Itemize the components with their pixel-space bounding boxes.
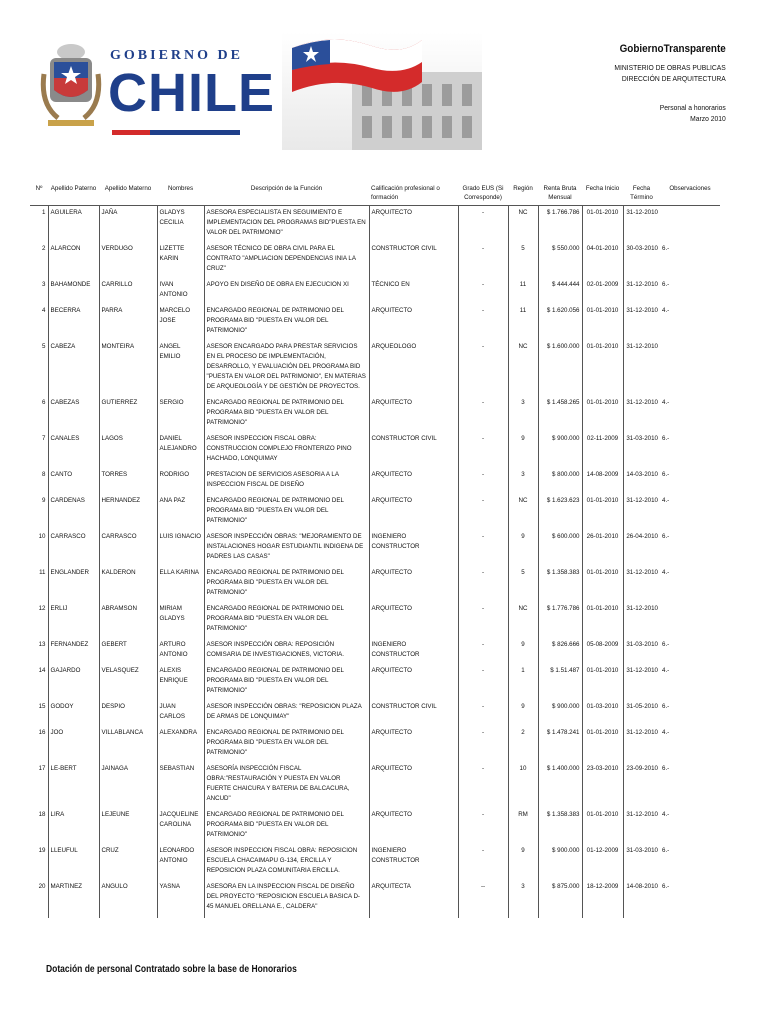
cell-grado: -: [458, 640, 508, 666]
cell-funcion: ENCARGADO REGIONAL DE PATRIMONIO DEL PROGRAMA BID "PUESTA EN VALOR DEL PATRIMONIO": [204, 810, 369, 846]
table-header-row: [30, 183, 720, 206]
cell-termino: 31-12-2010: [623, 280, 660, 306]
cell-region: 1: [508, 666, 538, 702]
cell-region: 3: [508, 882, 538, 918]
cell-termino: 31-12-2010: [623, 496, 660, 532]
cell-paterno: CANALES: [48, 434, 99, 470]
cell-obs: 4.-: [662, 729, 670, 736]
cell-termino: 31-12-2010: [623, 398, 660, 434]
cell-paterno: CARDENAS: [48, 496, 99, 532]
cell-inicio: 01-01-2010: [582, 568, 623, 604]
cell-renta: $ 1.458.265: [538, 398, 582, 434]
cell-n: 8: [42, 471, 46, 478]
cell-region: 11: [508, 306, 538, 342]
table-row: [30, 810, 720, 846]
cell-region: 9: [508, 640, 538, 666]
cell-paterno: CABEZA: [48, 342, 99, 398]
cell-funcion: ASESORA EN LA INSPECCION FISCAL DE DISEÑO DEL PROYECTO "REPOSICION ESCUELA BASICA D-45 MANUEL ORELLANA E., CALDERA": [204, 882, 369, 918]
cell-region: 2: [508, 728, 538, 764]
cell-funcion: APOYO EN DISEÑO DE OBRA EN EJECUCION XI: [204, 280, 369, 306]
cell-obs: 6.-: [662, 471, 670, 478]
cell-obs: [660, 206, 720, 245]
cell-region: 9: [508, 702, 538, 728]
cell-n: 14: [38, 667, 46, 674]
cell-renta: $ 1.51.487: [538, 666, 582, 702]
cell-calif: ARQUITECTA: [369, 882, 458, 918]
table-row: [30, 206, 720, 245]
cell-grado: -: [458, 306, 508, 342]
cell-obs: 6.-: [662, 765, 670, 772]
cell-materno: MONTEIRA: [99, 342, 157, 398]
cell-inicio: 23-03-2010: [582, 764, 623, 810]
cell-materno: LAGOS: [99, 434, 157, 470]
table-row: [30, 496, 720, 532]
cell-n: 4: [42, 307, 46, 314]
cell-nombres: GLADYS CECILIA: [157, 206, 204, 245]
cell-n: 10: [38, 533, 46, 540]
cell-nombres: ARTURO ANTONIO: [157, 640, 204, 666]
cell-termino: 23-09-2010: [623, 764, 660, 810]
cell-inicio: 01-01-2010: [582, 728, 623, 764]
cell-nombres: ANGEL EMILIO: [157, 342, 204, 398]
cell-grado: -: [458, 342, 508, 398]
cell-paterno: CARRASCO: [48, 532, 99, 568]
cell-termino: 31-12-2010: [623, 810, 660, 846]
cell-grado: -: [458, 810, 508, 846]
cell-region: NC: [508, 206, 538, 245]
cell-inicio: 01-01-2010: [582, 206, 623, 245]
cell-inicio: 26-01-2010: [582, 532, 623, 568]
cell-grado: -: [458, 434, 508, 470]
col-header-funcion: Descripción de la Función: [204, 183, 369, 206]
cell-paterno: ALARCON: [48, 244, 99, 280]
cell-renta: $ 444.444: [538, 280, 582, 306]
cell-grado: -: [458, 702, 508, 728]
cell-materno: JAÑA: [99, 206, 157, 245]
cell-grado: -: [458, 666, 508, 702]
cell-obs: 6.-: [662, 703, 670, 710]
cell-funcion: ENCARGADO REGIONAL DE PATRIMONIO DEL PROGRAMA BID "PUESTA EN VALOR DEL PATRIMONIO": [204, 398, 369, 434]
cell-calif: ARQUITECTO: [369, 306, 458, 342]
cell-inicio: 01-01-2010: [582, 342, 623, 398]
cell-funcion: ENCARGADO REGIONAL DE PATRIMONIO DEL PROGRAMA BID "PUESTA EN VALOR DEL PATRIMONIO": [204, 306, 369, 342]
cell-obs: 4.-: [662, 497, 670, 504]
cell-paterno: ENGLANDER: [48, 568, 99, 604]
cell-calif: ARQUITECTO: [369, 728, 458, 764]
cell-funcion: ASESOR TÉCNICO DE OBRA CIVIL PARA EL CONTRATO "AMPLIACION DEPENDENCIAS INIA LA CRUZ": [204, 244, 369, 280]
cell-calif: ARQUITECTO: [369, 206, 458, 245]
cell-nombres: RODRIGO: [157, 470, 204, 496]
cell-materno: CARRASCO: [99, 532, 157, 568]
cell-region: RM: [508, 810, 538, 846]
cell-region: 9: [508, 846, 538, 882]
cell-renta: $ 900.000: [538, 434, 582, 470]
cell-calif: ARQUEOLOGO: [369, 342, 458, 398]
table-row: [30, 764, 720, 810]
cell-funcion: ENCARGADO REGIONAL DE PATRIMONIO DEL PROGRAMA BID "PUESTA EN VALOR DEL PATRIMONIO": [204, 604, 369, 640]
cell-region: 11: [508, 280, 538, 306]
cell-inicio: 01-01-2010: [582, 666, 623, 702]
cell-funcion: ASESORA ESPECIALISTA EN SEGUIMIENTO E IMPLEMENTACION DEL PROGRAMAS BID"PUESTA EN VALOR DEL PATRIMONIO": [204, 206, 369, 245]
cell-materno: JAINAGA: [99, 764, 157, 810]
cell-renta: $ 1.776.786: [538, 604, 582, 640]
cell-n: 7: [42, 435, 46, 442]
cell-renta: $ 600.000: [538, 532, 582, 568]
table-row: [30, 702, 720, 728]
cell-termino: 31-12-2010: [623, 568, 660, 604]
cell-renta: $ 1.766.786: [538, 206, 582, 245]
cell-obs: 4.-: [662, 667, 670, 674]
cell-termino: 31-12-2010: [623, 604, 660, 640]
col-header-nombres: Nombres: [157, 183, 204, 206]
cell-grado: -: [458, 496, 508, 532]
cell-materno: VERDUGO: [99, 244, 157, 280]
cell-obs: 6.-: [662, 883, 670, 890]
header-section: Personal a honorarios: [659, 103, 726, 112]
cell-materno: TORRES: [99, 470, 157, 496]
table-body: [30, 206, 720, 919]
cell-nombres: MIRIAM GLADYS: [157, 604, 204, 640]
cell-materno: ABRAMSON: [99, 604, 157, 640]
cell-paterno: LLEUFUL: [48, 846, 99, 882]
cell-materno: GEBERT: [99, 640, 157, 666]
cell-grado: -: [458, 764, 508, 810]
cell-nombres: ALEXIS ENRIQUE: [157, 666, 204, 702]
footer-note: Dotación de personal Contratado sobre la base de Honorarios: [46, 964, 297, 975]
cell-paterno: CABEZAS: [48, 398, 99, 434]
cell-materno: HERNANDEZ: [99, 496, 157, 532]
table-row: [30, 280, 720, 306]
cell-renta: $ 550.000: [538, 244, 582, 280]
cell-n: 6: [42, 399, 46, 406]
cell-inicio: 01-12-2009: [582, 846, 623, 882]
cell-n: 11: [39, 569, 46, 576]
cell-region: 9: [508, 532, 538, 568]
table-row: [30, 532, 720, 568]
cell-inicio: 05-08-2009: [582, 640, 623, 666]
col-header-paterno: Apellido Paterno: [48, 183, 99, 206]
cell-materno: KALDERON: [99, 568, 157, 604]
cell-paterno: BECERRA: [48, 306, 99, 342]
cell-termino: 26-04-2010: [623, 532, 660, 568]
cell-calif: ARQUITECTO: [369, 398, 458, 434]
table-row: [30, 640, 720, 666]
cell-termino: 31-12-2010: [623, 342, 660, 398]
cell-grado: -: [458, 568, 508, 604]
cell-nombres: SERGIO: [157, 398, 204, 434]
cell-funcion: ASESOR INSPECCIÓN OBRA: REPOSICIÓN COMISARIA DE INVESTIGACIONES, VICTORIA.: [204, 640, 369, 666]
cell-nombres: IVAN ANTONIO: [157, 280, 204, 306]
cell-termino: 31-12-2010: [623, 728, 660, 764]
cell-n: 18: [38, 811, 46, 818]
cell-nombres: YASNA: [157, 882, 204, 918]
cell-region: 9: [508, 434, 538, 470]
cell-calif: ARQUITECTO: [369, 568, 458, 604]
cell-inicio: 01-01-2010: [582, 306, 623, 342]
cell-funcion: ASESOR ENCARGADO PARA PRESTAR SERVICIOS EN EL PROCESO DE IMPLEMENTACIÓN, DESARROLLO, Y EVALUACIÓN DEL PROGRAMA BID "PUESTA EN VALOR DEL PATRIMONIO", EN MATERIAS DE ARQUEOLOGÍA Y DE GESTIÓN DE PROYECTOS.: [204, 342, 369, 398]
cell-paterno: BAHAMONDE: [48, 280, 99, 306]
cell-materno: LEJEUNE: [99, 810, 157, 846]
cell-obs: 4.-: [662, 307, 670, 314]
cell-renta: $ 1.400.000: [538, 764, 582, 810]
cell-materno: CRUZ: [99, 846, 157, 882]
table-row: [30, 342, 720, 398]
flag-building-image: [282, 32, 482, 150]
cell-calif: CONSTRUCTOR CIVIL: [369, 244, 458, 280]
cell-funcion: PRESTACION DE SERVICIOS ASESORIA A LA INSPECCION FISCAL DE DISEÑO: [204, 470, 369, 496]
cell-materno: VELASQUEZ: [99, 666, 157, 702]
cell-renta: $ 826.666: [538, 640, 582, 666]
cell-grado: -: [458, 470, 508, 496]
cell-calif: ARQUITECTO: [369, 604, 458, 640]
cell-funcion: ASESOR INSPECCIÓN OBRAS: "REPOSICION PLAZA DE ARMAS DE LONQUIMAY": [204, 702, 369, 728]
table-row: [30, 728, 720, 764]
cell-calif: CONSTRUCTOR CIVIL: [369, 434, 458, 470]
cell-renta: $ 1.600.000: [538, 342, 582, 398]
cell-n: 3: [42, 281, 46, 288]
cell-calif: INGENIERO CONSTRUCTOR: [369, 532, 458, 568]
cell-region: 5: [508, 568, 538, 604]
cell-grado: -: [458, 280, 508, 306]
cell-nombres: MARCELO JOSE: [157, 306, 204, 342]
cell-nombres: LUIS IGNACIO: [157, 532, 204, 568]
cell-materno: PARRA: [99, 306, 157, 342]
cell-grado: -: [458, 604, 508, 640]
cell-n: 2: [42, 245, 46, 252]
cell-funcion: ASESOR INSPECCION FISCAL OBRA: CONSTRUCCION COMPLEJO FRONTERIZO PINO HACHADO, LONQUIMAY: [204, 434, 369, 470]
cell-renta: $ 1.358.383: [538, 568, 582, 604]
cell-termino: 31-05-2010: [623, 702, 660, 728]
header-title: GobiernoTransparente: [619, 43, 726, 55]
cell-n: 19: [38, 847, 46, 854]
cell-termino: 31-03-2010: [623, 846, 660, 882]
cell-renta: $ 1.358.383: [538, 810, 582, 846]
cell-calif: ARQUITECTO: [369, 496, 458, 532]
cell-obs: 6.-: [662, 281, 670, 288]
cell-funcion: ENCARGADO REGIONAL DE PATRIMONIO DEL PROGRAMA BID "PUESTA EN VALOR DEL PATRIMONIO": [204, 666, 369, 702]
cell-termino: 14-08-2010: [623, 882, 660, 918]
cell-nombres: JUAN CARLOS: [157, 702, 204, 728]
cell-materno: DESPIO: [99, 702, 157, 728]
cell-n: 17: [38, 765, 46, 772]
cell-nombres: ELLA KARINA: [157, 568, 204, 604]
table-row: [30, 604, 720, 640]
cell-renta: $ 900.000: [538, 702, 582, 728]
cell-n: 5: [42, 343, 46, 350]
cell-region: NC: [508, 496, 538, 532]
cell-funcion: ENCARGADO REGIONAL DE PATRIMONIO DEL PROGRAMA BID "PUESTA EN VALOR DEL PATRIMONIO": [204, 496, 369, 532]
cell-region: NC: [508, 342, 538, 398]
cell-calif: INGENIERO CONSTRUCTOR: [369, 640, 458, 666]
cell-inicio: 01-01-2010: [582, 398, 623, 434]
cell-paterno: ERLIJ: [48, 604, 99, 640]
cell-grado: -: [458, 398, 508, 434]
cell-nombres: LIZETTE KARIN: [157, 244, 204, 280]
cell-paterno: FERNANDEZ: [48, 640, 99, 666]
cell-calif: ARQUITECTO: [369, 764, 458, 810]
col-header-renta: Renta Bruta Mensual: [538, 183, 582, 206]
cell-funcion: ASESORÍA INSPECCIÓN FISCAL OBRA:"RESTAURACIÓN Y PUESTA EN VALOR FUERTE CHAICURA Y BATERIA DE BALCACURA, ANCUD": [204, 764, 369, 810]
cell-materno: GUTIERREZ: [99, 398, 157, 434]
cell-grado: -: [458, 532, 508, 568]
cell-nombres: JACQUELINE CAROLINA: [157, 810, 204, 846]
header-period: Marzo 2010: [690, 114, 726, 123]
cell-inicio: 04-01-2010: [582, 244, 623, 280]
cell-nombres: LEONARDO ANTONIO: [157, 846, 204, 882]
table-row: [30, 846, 720, 882]
cell-n: 1: [42, 209, 46, 216]
table-row: [30, 306, 720, 342]
cell-termino: 30-03-2010: [623, 244, 660, 280]
col-header-calif: Calificación profesional o formación: [369, 183, 458, 206]
cell-obs: 6.-: [662, 245, 670, 252]
cell-obs: [660, 342, 720, 398]
cell-renta: $ 800.000: [538, 470, 582, 496]
cell-n: 20: [38, 883, 46, 890]
col-header-region: Región: [508, 183, 538, 206]
cell-region: 3: [508, 470, 538, 496]
cell-grado: -: [458, 244, 508, 280]
cell-paterno: AGUILERA: [48, 206, 99, 245]
cell-paterno: JOO: [48, 728, 99, 764]
cell-n: 13: [38, 641, 46, 648]
table-row: [30, 666, 720, 702]
cell-termino: 31-12-2010: [623, 666, 660, 702]
cell-inicio: 01-01-2010: [582, 496, 623, 532]
cell-inicio: 18-12-2009: [582, 882, 623, 918]
cell-calif: ARQUITECTO: [369, 470, 458, 496]
document-header: [615, 44, 726, 124]
cell-inicio: 01-01-2010: [582, 604, 623, 640]
cell-nombres: DANIEL ALEJANDRO: [157, 434, 204, 470]
col-header-termino: Fecha Término: [623, 183, 660, 206]
cell-materno: VILLABLANCA: [99, 728, 157, 764]
cell-grado: -: [458, 728, 508, 764]
cell-grado: -: [458, 206, 508, 245]
cell-inicio: 01-01-2010: [582, 810, 623, 846]
cell-termino: 31-03-2010: [623, 434, 660, 470]
cell-materno: CARRILLO: [99, 280, 157, 306]
cell-calif: TÉCNICO EN: [369, 280, 458, 306]
cell-paterno: LIRA: [48, 810, 99, 846]
col-header-grado: Grado EUS (Si Corresponde): [458, 183, 508, 206]
cell-obs: 6.-: [662, 435, 670, 442]
cell-obs: [660, 604, 720, 640]
cell-inicio: 02-11-2009: [582, 434, 623, 470]
cell-inicio: 14-08-2009: [582, 470, 623, 496]
cell-nombres: ANA PAZ: [157, 496, 204, 532]
cell-nombres: SEBASTIAN: [157, 764, 204, 810]
honorarios-table-container: [30, 183, 720, 918]
col-header-inicio: Fecha Inicio: [582, 183, 623, 206]
header-ministry: MINISTERIO DE OBRAS PUBLICAS: [614, 63, 726, 72]
cell-termino: 31-12-2010: [623, 206, 660, 245]
cell-renta: $ 875.000: [538, 882, 582, 918]
cell-funcion: ENCARGADO REGIONAL DE PATRIMONIO DEL PROGRAMA BID "PUESTA EN VALOR DEL PATRIMONIO": [204, 568, 369, 604]
cell-paterno: GAJARDO: [48, 666, 99, 702]
cell-n: 12: [38, 605, 46, 612]
cell-nombres: ALEXANDRA: [157, 728, 204, 764]
logo-bar-red: [112, 130, 150, 135]
table-row: [30, 568, 720, 604]
cell-obs: 4.-: [662, 399, 670, 406]
cell-calif: INGENIERO CONSTRUCTOR: [369, 846, 458, 882]
cell-obs: 6.-: [662, 641, 670, 648]
cell-n: 9: [42, 497, 46, 504]
cell-n: 15: [38, 703, 46, 710]
cell-calif: ARQUITECTO: [369, 666, 458, 702]
table-row: [30, 398, 720, 434]
cell-renta: $ 1.623.623: [538, 496, 582, 532]
cell-renta: $ 1.478.241: [538, 728, 582, 764]
table-row: [30, 434, 720, 470]
cell-renta: $ 1.620.056: [538, 306, 582, 342]
cell-obs: 6.-: [662, 847, 670, 854]
cell-grado: --: [458, 882, 508, 918]
coat-of-arms-icon: [40, 34, 102, 140]
cell-obs: 4.-: [662, 569, 670, 576]
cell-region: 3: [508, 398, 538, 434]
cell-paterno: CANTO: [48, 470, 99, 496]
cell-inicio: 01-03-2010: [582, 702, 623, 728]
cell-calif: CONSTRUCTOR CIVIL: [369, 702, 458, 728]
cell-n: 16: [38, 729, 46, 736]
logo-bar-blue: [150, 130, 240, 135]
cell-funcion: ENCARGADO REGIONAL DE PATRIMONIO DEL PROGRAMA BID "PUESTA EN VALOR DEL PATRIMONIO": [204, 728, 369, 764]
cell-grado: -: [458, 846, 508, 882]
cell-region: 10: [508, 764, 538, 810]
cell-renta: $ 900.000: [538, 846, 582, 882]
table-row: [30, 882, 720, 918]
gobierno-de-chile-logo: [40, 34, 280, 140]
cell-funcion: ASESOR INSPECCIÓN OBRAS: "MEJORAMIENTO DE INSTALACIONES HOGAR ESTUDIANTIL INDIGENA DE PADRES LAS CASAS": [204, 532, 369, 568]
cell-calif: ARQUITECTO: [369, 810, 458, 846]
logo-line2: CHILE: [108, 63, 275, 123]
cell-termino: 31-03-2010: [623, 640, 660, 666]
col-header-materno: Apellido Materno: [99, 183, 157, 206]
cell-paterno: MARTINEZ: [48, 882, 99, 918]
logo-line1: GOBIERNO DE: [110, 48, 243, 63]
cell-obs: 4.-: [662, 811, 670, 818]
table-row: [30, 244, 720, 280]
table-row: [30, 470, 720, 496]
col-header-obs: Observaciones: [660, 183, 720, 206]
cell-obs: 6.-: [662, 533, 670, 540]
honorarios-table: [30, 183, 720, 918]
cell-termino: 31-12-2010: [623, 306, 660, 342]
cell-region: 5: [508, 244, 538, 280]
cell-termino: 14-03-2010: [623, 470, 660, 496]
cell-paterno: GODOY: [48, 702, 99, 728]
cell-paterno: LE-BERT: [48, 764, 99, 810]
cell-region: NC: [508, 604, 538, 640]
col-header-n: Nº: [30, 183, 48, 206]
cell-materno: ANGULO: [99, 882, 157, 918]
header-direction: DIRECCIÓN DE ARQUITECTURA: [622, 74, 726, 83]
cell-funcion: ASESOR INSPECCION FISCAL OBRA: REPOSICION ESCUELA CHACAIMAPU G-134, ERCILLA Y REPOSICION PLAZA COMUNITARIA ERCILLA.: [204, 846, 369, 882]
cell-inicio: 02-01-2009: [582, 280, 623, 306]
